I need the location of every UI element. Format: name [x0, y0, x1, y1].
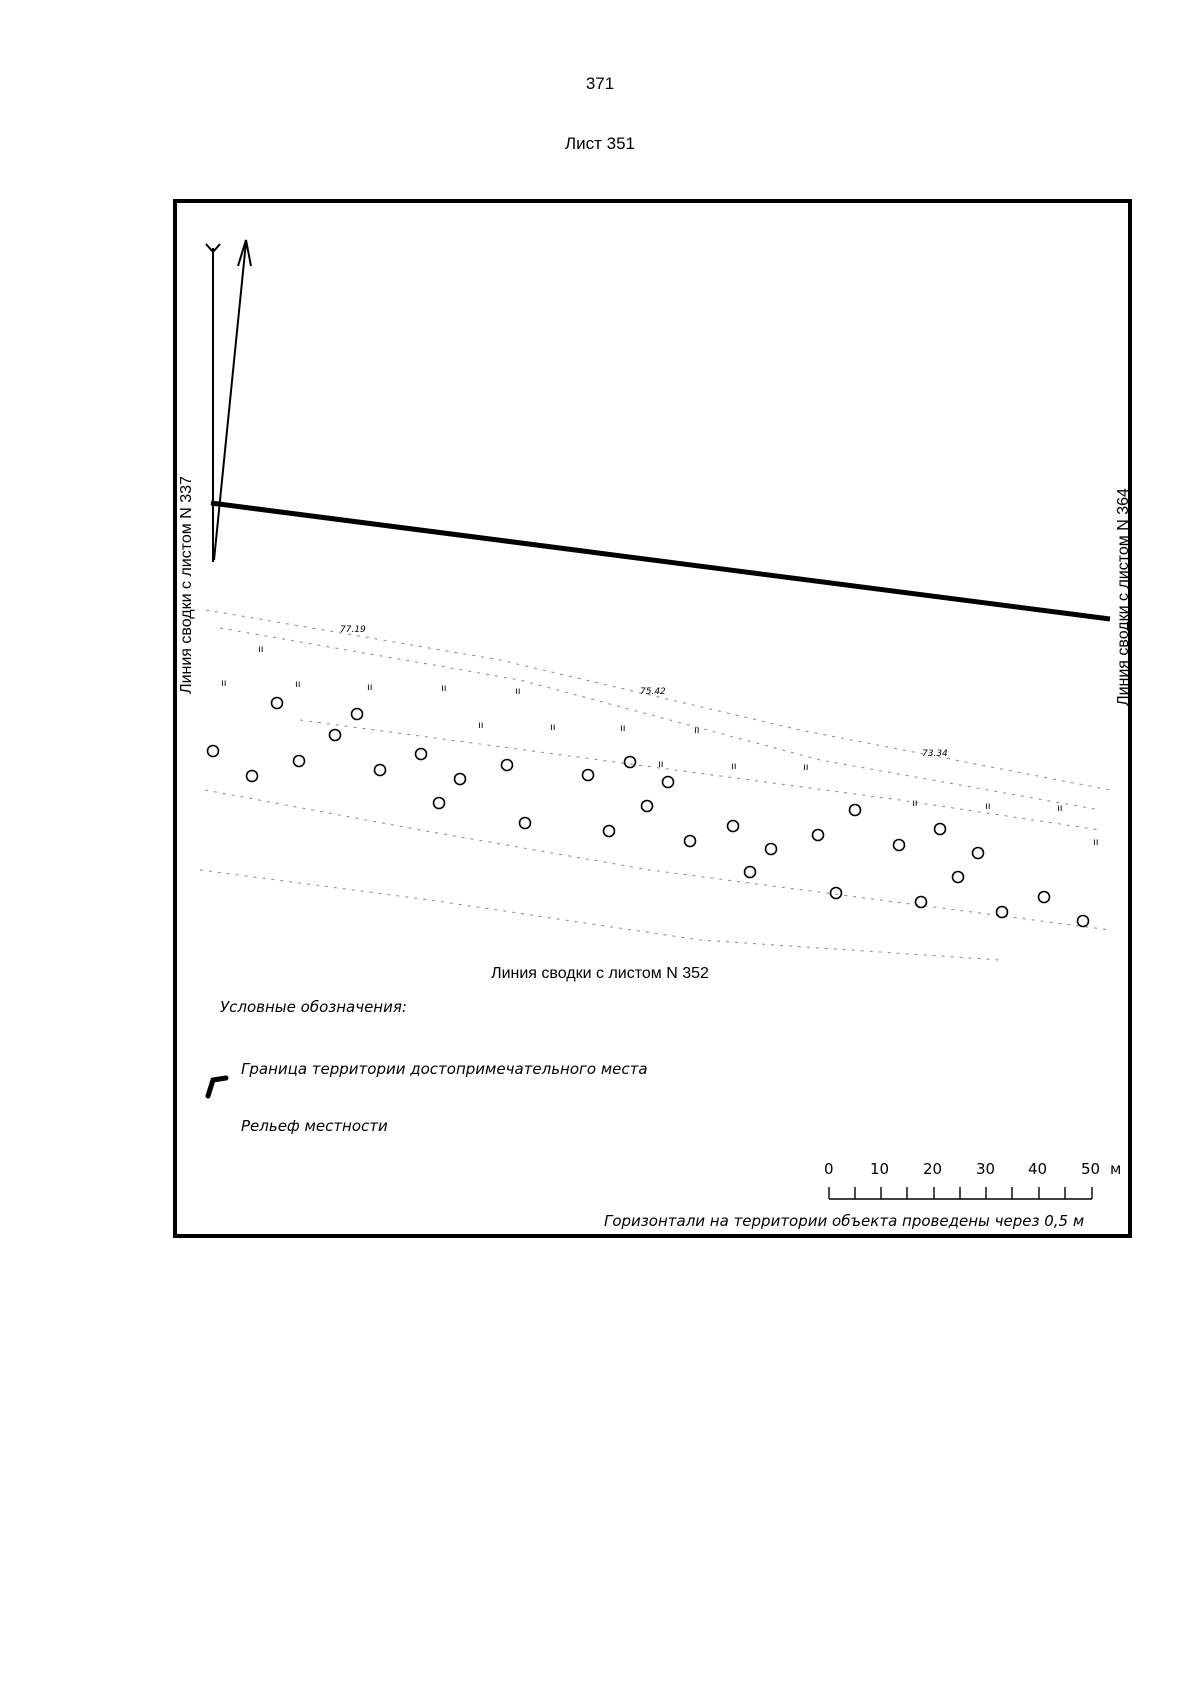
scale-tick-label: 30: [976, 1160, 996, 1178]
legend-relief-label: Рельеф местности: [241, 1117, 388, 1135]
svg-text:ıı: ıı: [478, 720, 484, 731]
junction-right-label: Линия сводки с листом N 364: [1115, 488, 1132, 706]
svg-text:ıı: ıı: [441, 683, 447, 694]
scale-tick-label: 0: [824, 1160, 834, 1178]
svg-text:ıı: ıı: [221, 678, 227, 689]
svg-text:ıı: ıı: [550, 722, 556, 733]
elevation-label: 75.42: [640, 687, 666, 697]
legend-title: Условные обозначения:: [220, 998, 407, 1016]
elevation-label: 77.19: [340, 625, 366, 635]
scale-tick-label: 20: [923, 1160, 943, 1178]
junction-bottom-label: Линия сводки с листом N 352: [491, 965, 709, 982]
scale-tick-label: 40: [1028, 1160, 1048, 1178]
svg-text:ıı: ıı: [258, 644, 264, 655]
legend-boundary-label: Граница территории достопримечательного места: [241, 1060, 648, 1078]
svg-text:ıı: ıı: [912, 798, 918, 809]
svg-text:ıı: ıı: [985, 801, 991, 812]
svg-text:ıı: ıı: [1093, 837, 1099, 848]
scale-tick-label: 50: [1081, 1160, 1101, 1178]
svg-text:ıı: ıı: [620, 723, 626, 734]
scale-tick-label: 10: [870, 1160, 890, 1178]
svg-text:ıı: ıı: [1057, 803, 1063, 814]
svg-text:ıı: ıı: [731, 761, 737, 772]
map-frame: [173, 199, 1132, 1238]
contour-note: Горизонтали на территории объекта проведены через 0,5 м: [604, 1212, 1085, 1230]
page-number: 371: [585, 74, 615, 93]
svg-text:ıı: ıı: [295, 679, 301, 690]
elevation-label: 73.34: [922, 749, 948, 759]
svg-text:ıı: ıı: [367, 682, 373, 693]
junction-left-label: Линия сводки с листом N 337: [178, 476, 195, 694]
sheet-title: Лист 351: [564, 134, 636, 153]
svg-text:ıı: ıı: [694, 725, 700, 736]
svg-text:ıı: ıı: [803, 762, 809, 773]
svg-text:ıı: ıı: [658, 759, 664, 770]
svg-text:ıı: ıı: [515, 686, 521, 697]
scale-unit: м: [1110, 1160, 1122, 1178]
